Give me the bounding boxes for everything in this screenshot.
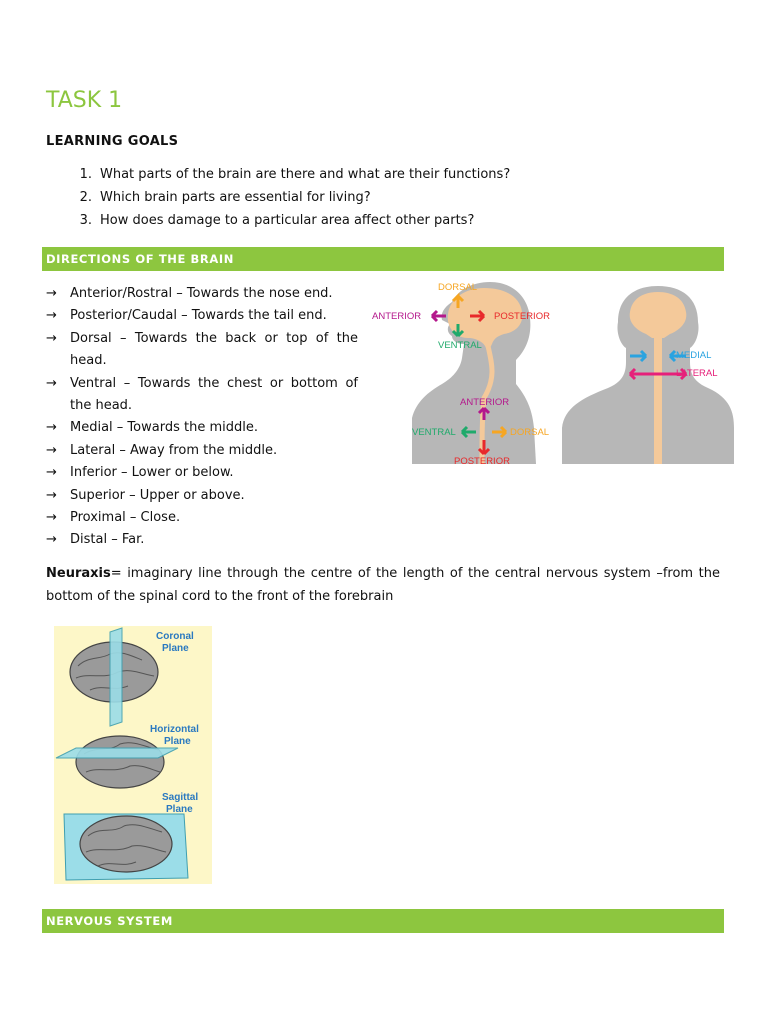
list-item bbox=[46, 417, 358, 439]
label-posterior-spine: POSTERIOR bbox=[454, 456, 510, 467]
direction-text: Dorsal – Towards the back or top of the head. bbox=[70, 330, 358, 369]
horizontal-plane bbox=[56, 748, 178, 758]
list-item bbox=[46, 189, 510, 212]
neuraxis-term: Neuraxis bbox=[46, 566, 111, 581]
coronal-plane bbox=[110, 628, 122, 726]
label-anterior: ANTERIOR bbox=[372, 311, 422, 322]
label-dorsal: DORSAL bbox=[438, 282, 478, 293]
spinal-cord-front bbox=[654, 336, 662, 464]
list-number: 1. bbox=[79, 167, 92, 182]
horizontal-label-2: Plane bbox=[164, 736, 191, 747]
direction-text: Proximal – Close. bbox=[70, 510, 181, 526]
arrow-right-icon: → bbox=[46, 420, 57, 436]
direction-text: Medial – Towards the middle. bbox=[70, 420, 258, 436]
list-item bbox=[46, 373, 358, 418]
arrow-right-icon: → bbox=[46, 532, 57, 548]
label-posterior: POSTERIOR bbox=[494, 311, 550, 322]
arrow-right-icon: → bbox=[46, 308, 57, 324]
direction-text: Inferior – Lower or below. bbox=[70, 465, 234, 481]
list-item bbox=[46, 212, 510, 235]
label-ventral-spine: VENTRAL bbox=[412, 427, 456, 438]
arrow-right-icon: → bbox=[46, 330, 57, 346]
label-medial: MEDIAL bbox=[676, 350, 712, 361]
label-lateral: LATERAL bbox=[676, 368, 718, 379]
list-text: What parts of the brain are there and what are their functions? bbox=[100, 167, 511, 182]
label-anterior-spine: ANTERIOR bbox=[460, 397, 510, 408]
sagittal-label-2: Plane bbox=[166, 804, 193, 815]
page-title: TASK 1 bbox=[46, 88, 123, 113]
list-item bbox=[46, 507, 358, 529]
horizontal-label-1: Horizontal bbox=[150, 724, 199, 735]
list-item bbox=[46, 305, 358, 327]
coronal-label-2: Plane bbox=[162, 643, 189, 654]
arrow-right-icon: → bbox=[46, 510, 57, 526]
label-ventral: VENTRAL bbox=[438, 340, 482, 351]
directions-list bbox=[46, 283, 358, 552]
direction-text: Ventral – Towards the chest or bottom of the head. bbox=[70, 375, 358, 414]
learning-goals-list bbox=[46, 166, 510, 235]
list-text: Which brain parts are essential for living? bbox=[100, 190, 371, 205]
list-item bbox=[46, 440, 358, 462]
brain-sagittal bbox=[80, 816, 172, 872]
direction-text: Superior – Upper or above. bbox=[70, 487, 245, 503]
neuraxis-text: = imaginary line through the centre of the length of the central nervous system –from the bottom of the spinal cord to the front of the forebrain bbox=[46, 566, 720, 604]
list-item bbox=[46, 328, 358, 373]
list-item bbox=[46, 462, 358, 484]
label-dorsal-spine: DORSAL bbox=[510, 427, 550, 438]
brain-directions-figure bbox=[372, 278, 734, 467]
direction-text: Anterior/Rostral – Towards the nose end. bbox=[70, 286, 333, 301]
neuraxis-definition bbox=[46, 562, 720, 608]
list-number: 2. bbox=[79, 190, 92, 205]
coronal-label-1: Coronal bbox=[156, 631, 194, 642]
section-header-nervous-system: NERVOUS SYSTEM bbox=[42, 909, 724, 933]
direction-text: Distal – Far. bbox=[70, 532, 145, 548]
arrow-right-icon: → bbox=[46, 442, 57, 458]
list-item bbox=[46, 529, 358, 551]
direction-text: Posterior/Caudal – Towards the tail end. bbox=[70, 308, 327, 324]
arrow-right-icon: → bbox=[46, 375, 57, 391]
learning-goals-heading: LEARNING GOALS bbox=[46, 134, 179, 149]
brain-horizontal bbox=[76, 736, 164, 788]
list-item bbox=[46, 485, 358, 507]
sagittal-label-1: Sagittal bbox=[162, 792, 199, 803]
list-item bbox=[46, 166, 510, 189]
section-header-directions: DIRECTIONS OF THE BRAIN bbox=[42, 247, 724, 271]
arrow-right-icon: → bbox=[46, 286, 57, 301]
brain-planes-figure bbox=[54, 626, 212, 884]
direction-text: Lateral – Away from the middle. bbox=[70, 442, 278, 458]
arrow-right-icon: → bbox=[46, 465, 57, 481]
list-number: 3. bbox=[79, 213, 92, 228]
arrow-right-icon: → bbox=[46, 487, 57, 503]
list-item bbox=[46, 283, 358, 305]
list-text: How does damage to a particular area affect other parts? bbox=[100, 213, 475, 228]
